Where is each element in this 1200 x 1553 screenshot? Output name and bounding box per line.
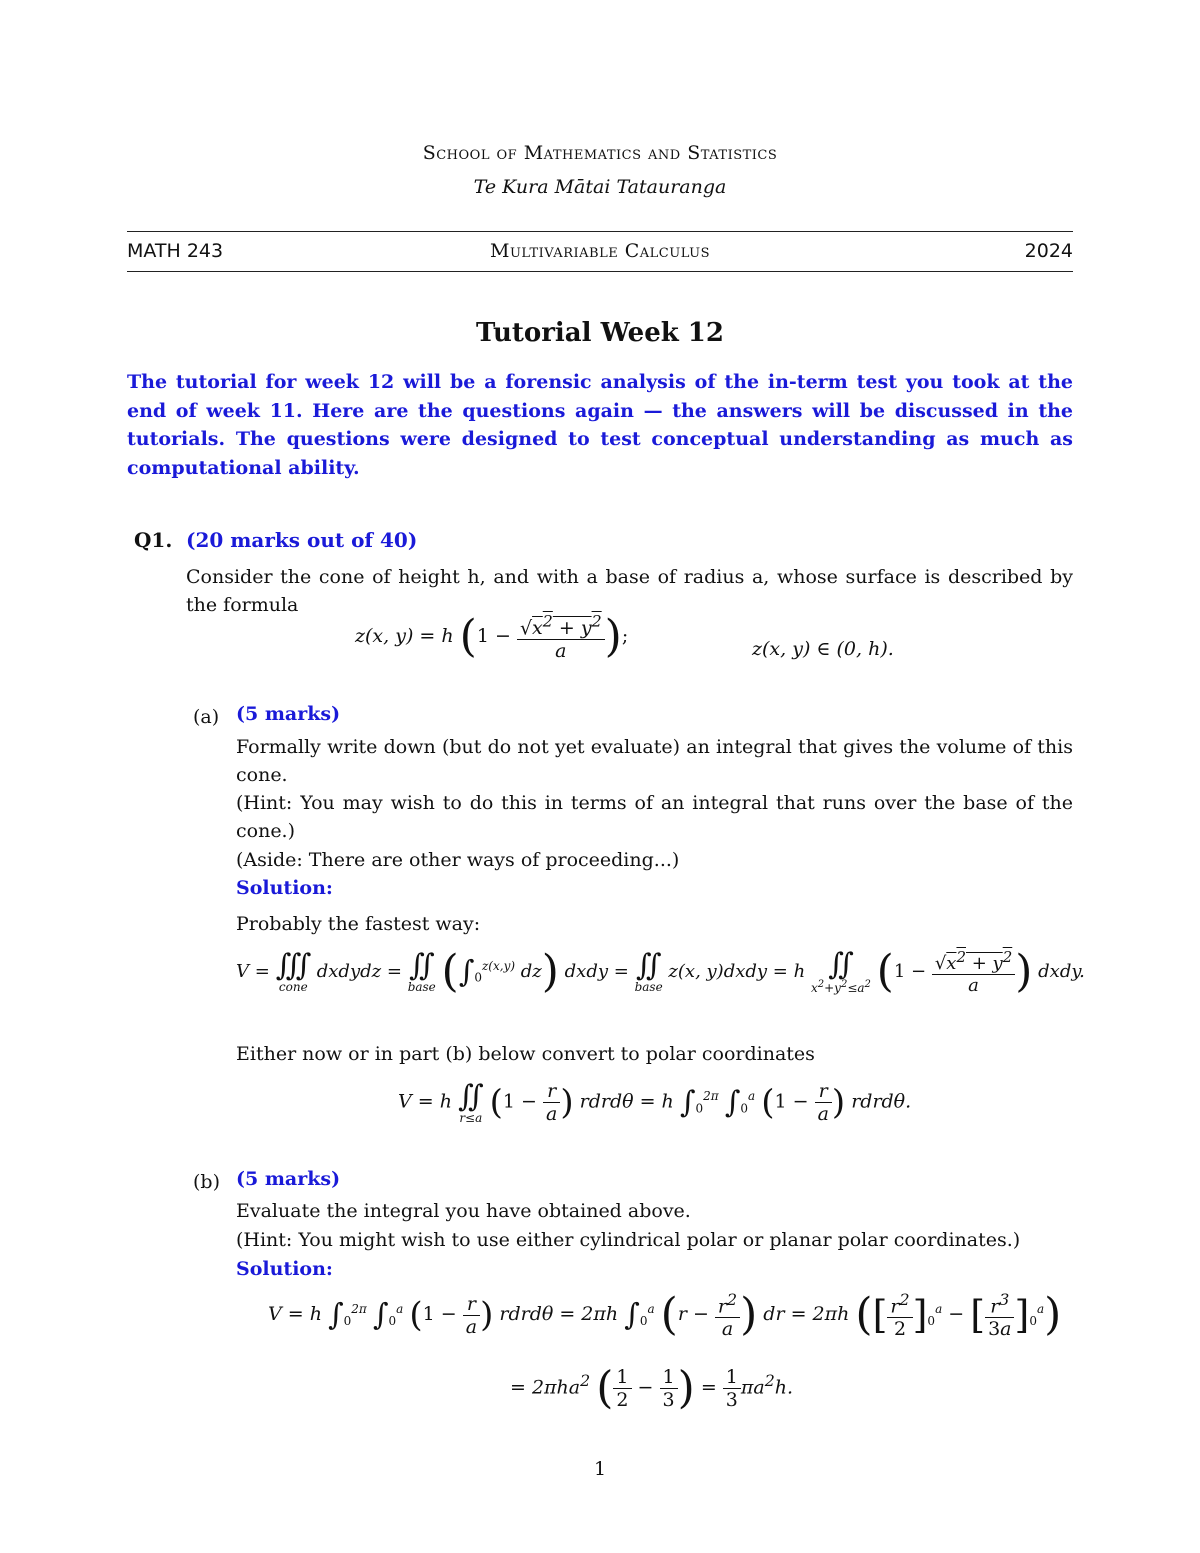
part-a-hint: (Hint: You may wish to do this in terms of an integral that runs over the base of the cone.) bbox=[236, 792, 1073, 842]
course-title: Multivariable Calculus bbox=[490, 240, 710, 262]
q1-text: Consider the cone of height h, and with a base of radius a, whose surface is described by the formula bbox=[186, 566, 1073, 616]
page-title: Tutorial Week 12 bbox=[476, 318, 724, 348]
evaluation-line-2: = 2πha$^2$ ( $\frac{1}{2}$ − $\frac{1}{3}$ ) = $\frac{1}{3}$ $\pi a^2h$. bbox=[510, 1362, 794, 1414]
evaluation-line-1: V = h $\int_0^{2\pi}$ $\int_0^a$ (1 − $\frac{r}{a}$ ) rdrdθ = 2πh $\int_0^a$ (r − $\frac{r^2}{a}$ ) dr = 2πh ([ $\frac{r^2}{2}$ ]$_0^a$ − [ $\frac{r^3}{3a}$ ]$_0^a$) bbox=[268, 1289, 1062, 1341]
intro-paragraph: The tutorial for week 12 will be a forensic analysis of the in-term test you took at the end of week 11. Here are the questions again — the answers will be discussed in the tutorials. The questions were designed to test conceptual understanding as much as computational ability. bbox=[127, 371, 1073, 479]
polar-equation: V = h ∬ r≤a (1 − $\frac{r}{a}$ ) rdrdθ = h $\int_0^{2\pi}$ $\int_0^a$ (1 − $\frac{r}{a}$ ) rdrdθ. bbox=[398, 1078, 912, 1125]
part-a-text: Formally write down (but do not yet evaluate) an integral that gives the volume of this cone. bbox=[236, 736, 1073, 786]
volume-equation: V = ∭ cone dxdydz = ∬ base ($\int_0^{z(x,y)}$ dz) dxdy = ∬ base z(x, y)dxdy = h ∬ $x^2+y^2\le a^2$ (1 − $\frac{√x^2 + y^2}{a}$ ) dxdy. bbox=[236, 946, 1085, 997]
part-a-solution-label: Solution: bbox=[236, 877, 333, 899]
course-year: 2024 bbox=[1024, 240, 1073, 262]
header-bottom-rule bbox=[127, 271, 1073, 272]
part-a-solution-mid: Either now or in part (b) below convert to polar coordinates bbox=[236, 1043, 815, 1065]
part-a-marks: (5 marks) bbox=[236, 703, 341, 725]
cone-domain: z(x, y) ∈ (0, h). bbox=[752, 638, 894, 660]
header-top-rule bbox=[127, 231, 1073, 232]
part-a-label: (a) bbox=[193, 706, 220, 728]
cone-formula: z(x, y) = h (1 − $\frac{√x^2 + y^2}{a}$ ); bbox=[355, 611, 629, 663]
part-b-solution-label: Solution: bbox=[236, 1258, 333, 1280]
q1-marks: (20 marks out of 40) bbox=[186, 528, 418, 552]
school-maori-name: Te Kura Mātai Tatauranga bbox=[473, 176, 727, 198]
page-number: 1 bbox=[593, 1458, 607, 1480]
part-b-hint: (Hint: You might wish to use either cylindrical polar or planar polar coordinates.) bbox=[236, 1229, 1021, 1251]
part-b-label: (b) bbox=[193, 1171, 220, 1193]
part-a-aside: (Aside: There are other ways of proceeding...) bbox=[236, 849, 680, 871]
part-b-text: Evaluate the integral you have obtained above. bbox=[236, 1200, 691, 1222]
q1-label: Q1. bbox=[134, 528, 173, 552]
part-a-solution-intro: Probably the fastest way: bbox=[236, 913, 481, 935]
school-name: School of Mathematics and Statistics bbox=[422, 142, 778, 164]
part-b-marks: (5 marks) bbox=[236, 1168, 341, 1190]
course-code: MATH 243 bbox=[127, 240, 224, 262]
